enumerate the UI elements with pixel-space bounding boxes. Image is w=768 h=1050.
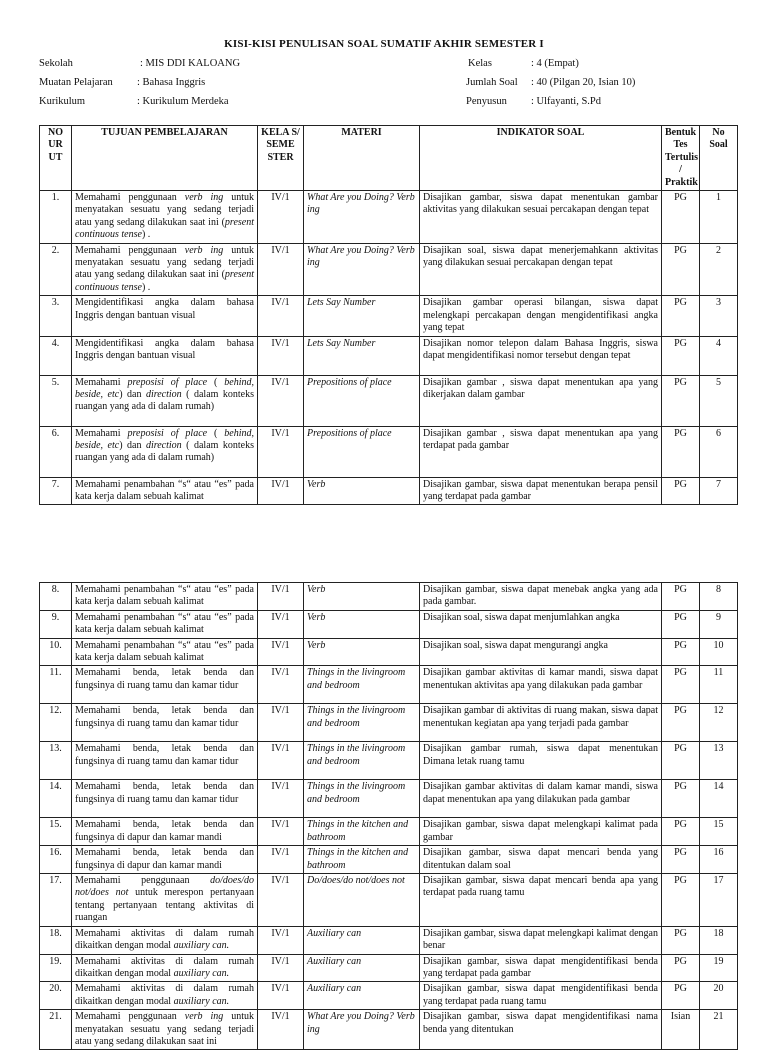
cell-tujuan: Memahami benda, letak benda dan fungsinya di dapur dan kamar mandi: [72, 846, 258, 874]
table-row: [40, 477, 738, 505]
cell-bentuk: PG: [662, 610, 700, 638]
cell-tujuan: Memahami benda, letak benda dan fungsinya di ruang tamu dan kamar tidur: [72, 666, 258, 704]
cell-kelas: IV/1: [258, 296, 304, 336]
cell-no-soal: 9: [700, 610, 738, 638]
cell-bentuk: PG: [662, 982, 700, 1010]
cell-bentuk: PG: [662, 704, 700, 742]
cell-indikator: Disajikan gambar, siswa dapat melengkapi kalimat pada gambar: [420, 818, 662, 846]
cell-materi: Things in the kitchen and bathroom: [304, 846, 420, 874]
cell-no: 1.: [40, 191, 72, 244]
cell-indikator: Disajikan gambar , siswa dapat menentukan apa yang terdapat pada gambar: [420, 426, 662, 477]
cell-tujuan: Memahami penambahan “s“ atau “es” pada kata kerja dalam sebuah kalimat: [72, 477, 258, 505]
table-row: [40, 1010, 738, 1050]
table-row: [40, 610, 738, 638]
cell-kelas: IV/1: [258, 846, 304, 874]
cell-materi: Auxiliary can: [304, 954, 420, 982]
cell-indikator: Disajikan gambar, siswa dapat mengidentifikasi nama benda yang ditentukan: [420, 1010, 662, 1050]
table-row: [40, 926, 738, 954]
table-row: [40, 982, 738, 1010]
kelas-value: : 4 (Empat): [531, 58, 579, 69]
cell-no: 14.: [40, 780, 72, 818]
cell-bentuk: PG: [662, 926, 700, 954]
jumlah-soal-label: Jumlah Soal: [466, 77, 518, 88]
cell-materi: Auxiliary can: [304, 982, 420, 1010]
cell-no: 9.: [40, 610, 72, 638]
cell-indikator: Disajikan gambar operasi bilangan, siswa dapat melengkapi percakapan dengan mengidentifikasi angka yang tepat: [420, 296, 662, 336]
table-row: [40, 874, 738, 927]
kurikulum-value: : Kurikulum Merdeka: [137, 96, 229, 107]
cell-materi: What Are you Doing? Verb ing: [304, 243, 420, 296]
cell-no-soal: 13: [700, 742, 738, 780]
cell-tujuan: Memahami benda, letak benda dan fungsinya di ruang tamu dan kamar tidur: [72, 780, 258, 818]
cell-kelas: IV/1: [258, 818, 304, 846]
cell-materi: Verb: [304, 638, 420, 666]
penyusun-value: : Ulfayanti, S.Pd: [531, 96, 601, 107]
cell-materi: Things in the livingroom and bedroom: [304, 742, 420, 780]
cell-bentuk: PG: [662, 874, 700, 927]
cell-no: 4.: [40, 336, 72, 375]
cell-no: 7.: [40, 477, 72, 505]
cell-no-soal: 15: [700, 818, 738, 846]
cell-kelas: IV/1: [258, 477, 304, 505]
cell-tujuan: Memahami preposisi of place ( behind, beside, etc) dan direction ( dalam konteks ruangan yang ada di dalam rumah): [72, 375, 258, 426]
cell-no-soal: 11: [700, 666, 738, 704]
cell-materi: Verb: [304, 477, 420, 505]
cell-no: 16.: [40, 846, 72, 874]
cell-no-soal: 8: [700, 583, 738, 611]
cell-materi: Prepositions of place: [304, 426, 420, 477]
cell-no: 13.: [40, 742, 72, 780]
cell-indikator: Disajikan gambar, siswa dapat mencari benda yang ditentukan dalam soal: [420, 846, 662, 874]
cell-no-soal: 3: [700, 296, 738, 336]
cell-indikator: Disajikan soal, siswa dapat menjumlahkan angka: [420, 610, 662, 638]
jumlah-soal-value: : 40 (Pilgan 20, Isian 10): [531, 77, 636, 88]
cell-indikator: Disajikan gambar aktivitas di kamar mandi, siswa dapat menentukan aktivitas apa yang dilakukan pada gambar: [420, 666, 662, 704]
cell-kelas: IV/1: [258, 704, 304, 742]
cell-no-soal: 17: [700, 874, 738, 927]
cell-kelas: IV/1: [258, 666, 304, 704]
cell-bentuk: PG: [662, 846, 700, 874]
cell-bentuk: PG: [662, 191, 700, 244]
cell-indikator: Disajikan gambar, siswa dapat mengidentifikasi benda yang terdapat pada ruang tamu: [420, 982, 662, 1010]
table-row: [40, 638, 738, 666]
cell-bentuk: PG: [662, 742, 700, 780]
cell-indikator: Disajikan soal, siswa dapat mengurangi angka: [420, 638, 662, 666]
cell-indikator: Disajikan gambar , siswa dapat menentukan apa yang dikerjakan dalam gambar: [420, 375, 662, 426]
cell-bentuk: PG: [662, 818, 700, 846]
cell-no: 10.: [40, 638, 72, 666]
kelas-label: Kelas: [468, 58, 492, 69]
cell-no-soal: 12: [700, 704, 738, 742]
cell-bentuk: PG: [662, 954, 700, 982]
cell-no: 19.: [40, 954, 72, 982]
cell-tujuan: Memahami penggunaan do/does/do not/does not untuk merespon pertanyaan tentang pertanyaan tentang aktivitas di ruangan: [72, 874, 258, 927]
cell-materi: Things in the livingroom and bedroom: [304, 704, 420, 742]
cell-materi: Verb: [304, 610, 420, 638]
kisi-kisi-table-page-2: [39, 582, 738, 1050]
cell-no-soal: 14: [700, 780, 738, 818]
kurikulum-label: Kurikulum: [39, 96, 86, 107]
cell-tujuan: Memahami penambahan “s“ atau “es” pada kata kerja dalam sebuah kalimat: [72, 610, 258, 638]
cell-materi: Do/does/do not/does not: [304, 874, 420, 927]
cell-bentuk: Isian: [662, 1010, 700, 1050]
cell-tujuan: Mengidentifikasi angka dalam bahasa Inggris dengan bantuan visual: [72, 296, 258, 336]
cell-bentuk: PG: [662, 243, 700, 296]
cell-tujuan: Memahami benda, letak benda dan fungsinya di dapur dan kamar mandi: [72, 818, 258, 846]
cell-no-soal: 6: [700, 426, 738, 477]
cell-kelas: IV/1: [258, 742, 304, 780]
cell-materi: What Are you Doing? Verb ing: [304, 1010, 420, 1050]
table-row: [40, 296, 738, 336]
penyusun-label: Penyusun: [466, 96, 507, 107]
cell-no-soal: 7: [700, 477, 738, 505]
cell-bentuk: PG: [662, 666, 700, 704]
cell-kelas: IV/1: [258, 982, 304, 1010]
table-header-row: [40, 126, 738, 191]
cell-tujuan: Memahami aktivitas di dalam rumah dikaitkan dengan modal auxiliary can.: [72, 982, 258, 1010]
table-row: [40, 375, 738, 426]
table-row: [40, 780, 738, 818]
cell-tujuan: Memahami preposisi of place ( behind, beside, etc) dan direction ( dalam konteks ruangan yang ada di dalam rumah): [72, 426, 258, 477]
header-kelas-semester: KELA S/ SEME STER: [258, 126, 304, 191]
cell-indikator: Disajikan gambar, siswa dapat menentukan gambar aktivitas yang dilakukan sesuai percakapan dengan tepat: [420, 191, 662, 244]
cell-no: 5.: [40, 375, 72, 426]
cell-no-soal: 2: [700, 243, 738, 296]
cell-no-soal: 21: [700, 1010, 738, 1050]
table-row: [40, 336, 738, 375]
cell-kelas: IV/1: [258, 874, 304, 927]
sekolah-label: Sekolah: [39, 58, 73, 69]
table-row: [40, 704, 738, 742]
table-row: [40, 818, 738, 846]
table-row: [40, 426, 738, 477]
cell-kelas: IV/1: [258, 638, 304, 666]
cell-materi: Lets Say Number: [304, 336, 420, 375]
cell-no-soal: 5: [700, 375, 738, 426]
header-bentuk-tes: Bentuk Tes Tertulis / Praktik: [662, 126, 700, 191]
cell-tujuan: Mengidentifikasi angka dalam bahasa Inggris dengan bantuan visual: [72, 336, 258, 375]
cell-bentuk: PG: [662, 638, 700, 666]
cell-bentuk: PG: [662, 296, 700, 336]
header-tujuan: TUJUAN PEMBELAJARAN: [72, 126, 258, 191]
sekolah-value: : MIS DDI KALOANG: [140, 58, 241, 69]
cell-no: 3.: [40, 296, 72, 336]
cell-no-soal: 4: [700, 336, 738, 375]
cell-tujuan: Memahami penggunaan verb ing untuk menyatakan sesuatu yang sedang terjadi atau yang sedang dilakukan saat ini (present continuous tense) .: [72, 191, 258, 244]
cell-bentuk: PG: [662, 336, 700, 375]
cell-kelas: IV/1: [258, 375, 304, 426]
cell-bentuk: PG: [662, 583, 700, 611]
cell-indikator: Disajikan nomor telepon dalam Bahasa Inggris, siswa dapat mengidentifikasi nomor tersebut dengan tepat: [420, 336, 662, 375]
cell-indikator: Disajikan soal, siswa dapat menerjemahkann aktivitas yang dilakukan sesuai percakapan dengan tepat: [420, 243, 662, 296]
cell-materi: Lets Say Number: [304, 296, 420, 336]
cell-no-soal: 1: [700, 191, 738, 244]
cell-materi: Things in the kitchen and bathroom: [304, 818, 420, 846]
table-row: [40, 846, 738, 874]
cell-kelas: IV/1: [258, 336, 304, 375]
cell-no-soal: 20: [700, 982, 738, 1010]
cell-no-soal: 19: [700, 954, 738, 982]
cell-no: 20.: [40, 982, 72, 1010]
cell-kelas: IV/1: [258, 954, 304, 982]
cell-indikator: Disajikan gambar, siswa dapat melengkapi kalimat dengan benar: [420, 926, 662, 954]
cell-tujuan: Memahami penambahan “s“ atau “es” pada kata kerja dalam sebuah kalimat: [72, 583, 258, 611]
cell-kelas: IV/1: [258, 583, 304, 611]
cell-no: 18.: [40, 926, 72, 954]
cell-tujuan: Memahami aktivitas di dalam rumah dikaitkan dengan modal auxiliary can.: [72, 926, 258, 954]
cell-no-soal: 18: [700, 926, 738, 954]
cell-tujuan: Memahami benda, letak benda dan fungsinya di ruang tamu dan kamar tidur: [72, 704, 258, 742]
cell-tujuan: Memahami penggunaan verb ing untuk menyatakan sesuatu yang sedang terjadi atau yang sedang dilakukan saat ini: [72, 1010, 258, 1050]
cell-tujuan: Memahami penggunaan verb ing untuk menyatakan sesuatu yang sedang terjadi atau yang sedang dilakukan saat ini (present continuous tense) .: [72, 243, 258, 296]
table-row: [40, 666, 738, 704]
cell-indikator: Disajikan gambar, siswa dapat menebak angka yang ada pada gambar.: [420, 583, 662, 611]
muatan-value: : Bahasa Inggris: [137, 77, 206, 88]
kisi-kisi-table-page-1: [39, 125, 738, 505]
cell-kelas: IV/1: [258, 243, 304, 296]
cell-no: 15.: [40, 818, 72, 846]
header-indikator: INDIKATOR SOAL: [420, 126, 662, 191]
cell-kelas: IV/1: [258, 610, 304, 638]
cell-kelas: IV/1: [258, 926, 304, 954]
cell-indikator: Disajikan gambar di aktivitas di ruang makan, siswa dapat menentukan kegiatan apa yang terjadi pada gambar: [420, 704, 662, 742]
cell-materi: Things in the livingroom and bedroom: [304, 666, 420, 704]
cell-no: 11.: [40, 666, 72, 704]
muatan-label: Muatan Pelajaran: [39, 77, 113, 88]
cell-bentuk: PG: [662, 780, 700, 818]
cell-indikator: Disajikan gambar rumah, siswa dapat menentukan Dimana letak ruang tamu: [420, 742, 662, 780]
cell-no-soal: 16: [700, 846, 738, 874]
cell-materi: Things in the livingroom and bedroom: [304, 780, 420, 818]
table-row: [40, 243, 738, 296]
header-no-soal: No Soal: [700, 126, 738, 191]
cell-no: 12.: [40, 704, 72, 742]
cell-bentuk: PG: [662, 375, 700, 426]
cell-materi: Prepositions of place: [304, 375, 420, 426]
header-materi: MATERI: [304, 126, 420, 191]
cell-kelas: IV/1: [258, 426, 304, 477]
cell-indikator: Disajikan gambar, siswa dapat menentukan berapa pensil yang terdapat pada gambar: [420, 477, 662, 505]
cell-no-soal: 10: [700, 638, 738, 666]
cell-no: 2.: [40, 243, 72, 296]
table-row: [40, 191, 738, 244]
table-row: [40, 954, 738, 982]
cell-indikator: Disajikan gambar, siswa dapat mengidentifikasi benda yang terdapat pada gambar: [420, 954, 662, 982]
cell-kelas: IV/1: [258, 191, 304, 244]
cell-no: 8.: [40, 583, 72, 611]
cell-indikator: Disajikan gambar aktivitas di dalam kamar mandi, siswa dapat menentukan apa yang dilakukan pada gambar: [420, 780, 662, 818]
cell-no: 21.: [40, 1010, 72, 1050]
table-row: [40, 742, 738, 780]
header-no-urut: NO UR UT: [40, 126, 72, 191]
cell-bentuk: PG: [662, 426, 700, 477]
cell-kelas: IV/1: [258, 780, 304, 818]
table-row: [40, 583, 738, 611]
cell-no: 6.: [40, 426, 72, 477]
cell-no: 17.: [40, 874, 72, 927]
cell-indikator: Disajikan gambar, siswa dapat mencari benda apa yang terdapat pada ruang tamu: [420, 874, 662, 927]
cell-tujuan: Memahami benda, letak benda dan fungsinya di ruang tamu dan kamar tidur: [72, 742, 258, 780]
cell-materi: Auxiliary can: [304, 926, 420, 954]
cell-kelas: IV/1: [258, 1010, 304, 1050]
cell-tujuan: Memahami penambahan “s“ atau “es” pada kata kerja dalam sebuah kalimat: [72, 638, 258, 666]
document-title: KISI-KISI PENULISAN SOAL SUMATIF AKHIR SEMESTER I: [224, 38, 544, 50]
cell-materi: What Are you Doing? Verb ing: [304, 191, 420, 244]
cell-bentuk: PG: [662, 477, 700, 505]
cell-tujuan: Memahami aktivitas di dalam rumah dikaitkan dengan modal auxiliary can.: [72, 954, 258, 982]
cell-materi: Verb: [304, 583, 420, 611]
